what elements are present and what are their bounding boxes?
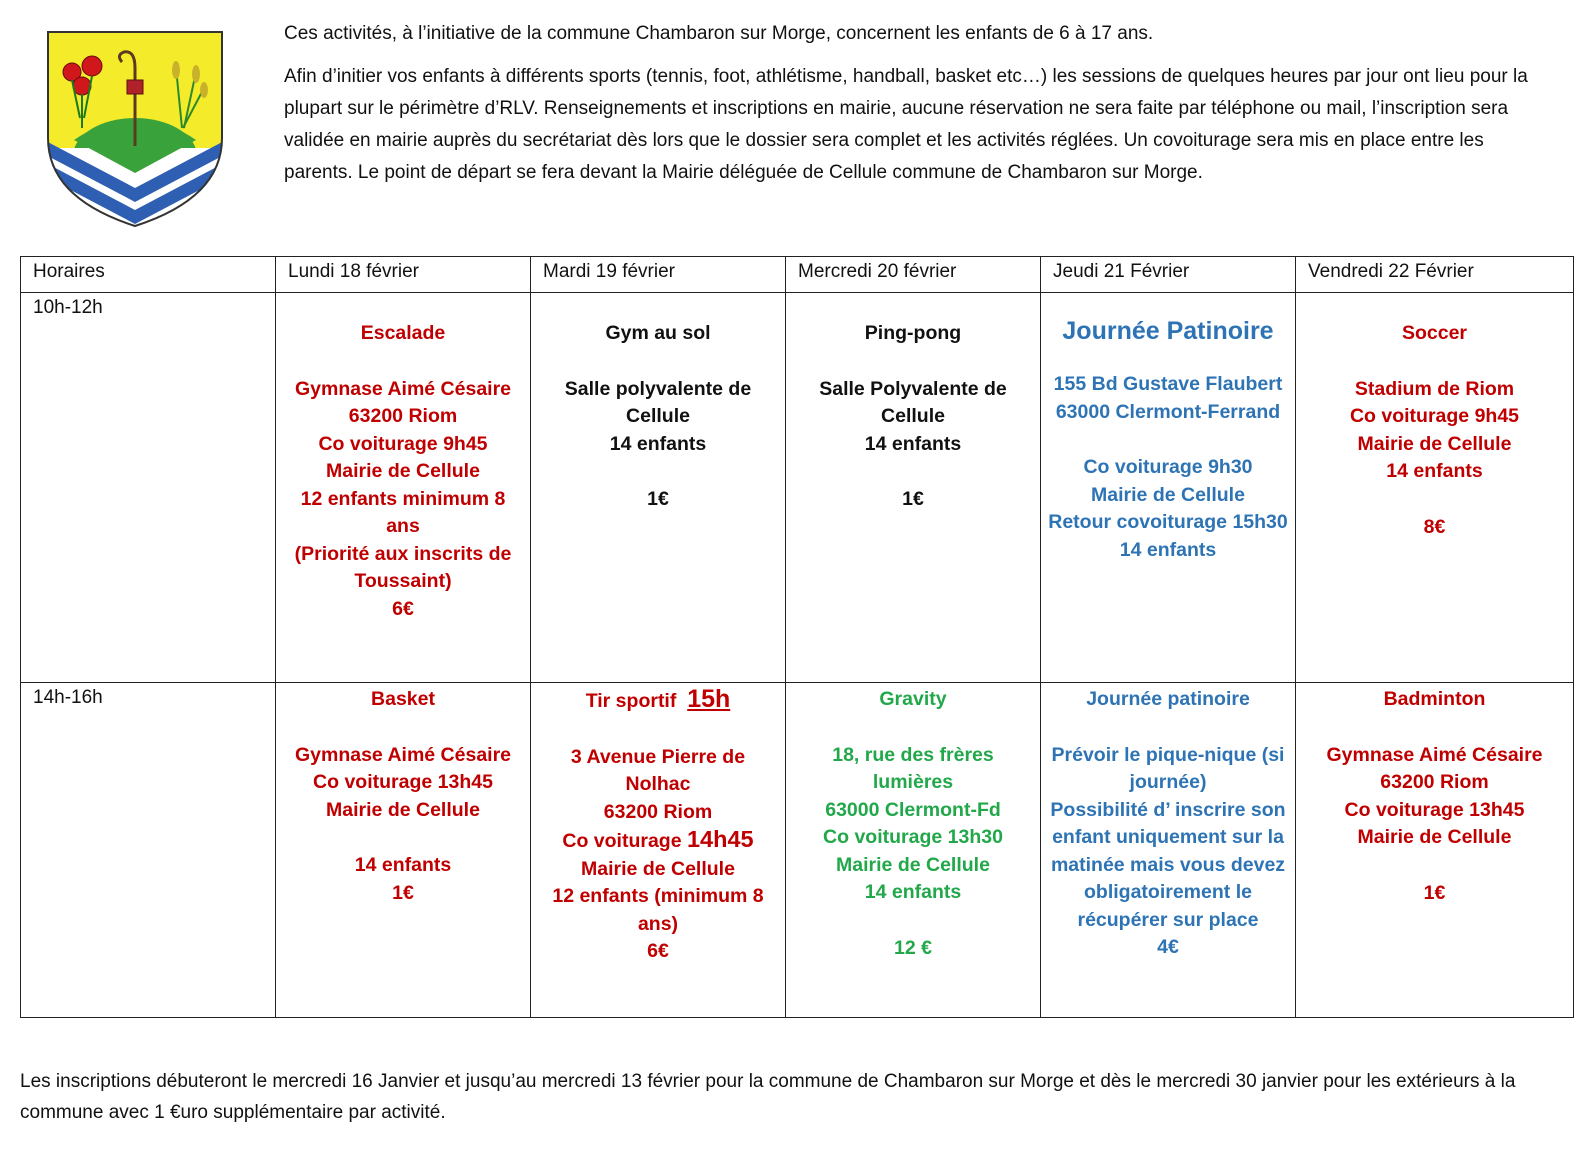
activity-title: Basket [371, 688, 435, 710]
activity-line: Gymnase Aimé Césaire [294, 743, 512, 766]
carpool-time: 14h45 [686, 826, 754, 852]
activity-line: 63000 Clermont-Fd [825, 798, 1001, 821]
activity-line: 14 enfants [864, 881, 962, 903]
activity-line: Mairie de Cellule [326, 460, 480, 482]
schedule-table [20, 256, 1574, 1018]
afternoon-time: 14h-16h [21, 683, 276, 1018]
afternoon-tuesday-cell [531, 683, 786, 1018]
activity-line: 18, rue des frères lumières [832, 743, 994, 793]
activity-line [537, 826, 779, 856]
activity-title: Gym au sol [605, 322, 711, 344]
activity-line: Gymnase Aimé Césaire [1326, 743, 1543, 766]
activity-line: Co voiturage 9h45 [318, 432, 488, 455]
activity-title: Escalade [360, 322, 446, 344]
header-friday: Vendredi 22 Février [1296, 257, 1574, 293]
activity-line: 63000 Clermont-Ferrand [1055, 400, 1281, 423]
activity-line: 63200 Riom [603, 800, 713, 823]
afternoon-row [21, 683, 1574, 1018]
activity-line: Co voiturage 13h30 [823, 826, 1003, 848]
activity-start-time: 15h [687, 685, 731, 713]
activity-title: Soccer [1401, 322, 1468, 344]
activity-price: 1€ [392, 881, 414, 904]
morning-wednesday-cell [786, 293, 1041, 683]
header-monday: Lundi 18 février [276, 257, 531, 293]
header-horaires: Horaires [21, 257, 276, 293]
afternoon-monday-cell [276, 683, 531, 1018]
activity-line: 12 enfants (minimum 8 ans) [552, 885, 764, 935]
morning-time: 10h-12h [21, 293, 276, 683]
activity-line: 12 enfants minimum 8 ans [300, 487, 506, 537]
header-row [21, 257, 1574, 293]
activity-line: 3 Avenue Pierre de Nolhac [570, 745, 746, 795]
header-thursday: Jeudi 21 Février [1041, 257, 1296, 293]
afternoon-wednesday-cell [786, 683, 1041, 1018]
coat-of-arms-logo [44, 28, 226, 228]
activity-price: 6€ [392, 597, 414, 620]
activity-line: Co voiturage 13h45 [313, 771, 493, 793]
activity-title: Tir sportif [585, 690, 677, 712]
activity-line: (Priorité aux inscrits de Toussaint) [294, 542, 512, 592]
activity-line: Possibilité d’ inscrire son enfant uniquement sur la matinée mais vous devez obligatoirement le récupérer sur place [1050, 798, 1286, 931]
activity-line: Co voiturage 13h45 [1344, 798, 1525, 821]
activity-line: 14 enfants [1119, 538, 1217, 561]
activity-line: 155 Bd Gustave Flaubert [1053, 373, 1283, 395]
activity-line: Salle polyvalente de Cellule [564, 377, 752, 427]
activity-price: 6€ [647, 940, 669, 962]
activity-line: Salle Polyvalente de Cellule [819, 377, 1007, 427]
morning-thursday-cell [1041, 293, 1296, 683]
activity-line: Co voiturage 9h45 [1349, 405, 1520, 427]
activity-line: Gymnase Aimé Césaire [294, 377, 512, 400]
intro-paragraph-2: Afin d’initier vos enfants à différents sports (tennis, foot, athlétisme, handball, basket etc…) les sessions de quelques heures par jour ont lieu pour la plupart sur le périmètre d’RLV. Renseignements et inscriptions en mairie, aucune réservation ne sera faite par téléphone ou mail, l’inscription sera validée en mairie auprès du secrétariat dès lors que le dossier sera complet et les activités réglées. Un covoiturage sera mis en place entre les parents. Le point de départ se fera devant la Mairie déléguée de Cellule commune de Chambaron sur Morge. [284, 66, 1528, 183]
activity-price: 1€ [1423, 881, 1446, 904]
carpool-label: Co voiturage [562, 830, 682, 852]
activity-line: Stadium de Riom [1354, 377, 1515, 400]
morning-row [21, 293, 1574, 683]
afternoon-thursday-cell [1041, 683, 1296, 1018]
activity-price: 1€ [902, 488, 924, 510]
activity-line: 63200 Riom [1380, 771, 1489, 793]
activity-line: Mairie de Cellule [326, 798, 480, 821]
activity-price: 1€ [647, 488, 669, 510]
activity-line: Mairie de Cellule [836, 853, 990, 876]
activity-price: 8€ [1423, 515, 1446, 538]
activity-line: Retour covoiturage 15h30 [1048, 511, 1288, 533]
activity-title: Badminton [1383, 688, 1486, 710]
afternoon-friday-cell [1296, 683, 1574, 1018]
intro-paragraph-1: Ces activités, à l’initiative de la commune Chambaron sur Morge, concernent les enfants de 6 à 17 ans. [284, 23, 1154, 44]
activity-line: Mairie de Cellule [1357, 432, 1512, 455]
activity-line: Mairie de Cellule [581, 857, 735, 880]
activity-price: 12 € [894, 936, 932, 959]
activity-line: Prévoir le pique-nique (si journée) [1051, 743, 1285, 793]
activity-line: Co voiturage 9h30 [1083, 456, 1253, 478]
header-tuesday: Mardi 19 février [531, 257, 786, 293]
activity-title: Ping-pong [864, 322, 962, 344]
morning-tuesday-cell [531, 293, 786, 683]
morning-monday-cell [276, 293, 531, 683]
activity-line: 14 enfants [354, 854, 452, 876]
morning-friday-cell [1296, 293, 1574, 683]
activity-line: 14 enfants [864, 432, 962, 455]
activity-line: 14 enfants [1386, 460, 1483, 482]
intro-text [284, 18, 1554, 200]
activity-line: Mairie de Cellule [1091, 483, 1245, 506]
footer-registration-note: Les inscriptions débuteront le mercredi 16 Janvier et jusqu’au mercredi 13 février pour la commune de Chambaron sur Morge et dès le mercredi 30 janvier pour les extérieurs à la commune avec 1 €uro supplémentaire par activité. [20, 1071, 1516, 1123]
header-wednesday: Mercredi 20 février [786, 257, 1041, 293]
activity-title: Journée Patinoire [1062, 317, 1274, 345]
activity-line: Mairie de Cellule [1357, 826, 1512, 848]
activity-title: Journée patinoire [1086, 688, 1250, 710]
activity-price: 4€ [1157, 936, 1179, 958]
activity-line: 63200 Riom [348, 405, 458, 427]
activity-title: Gravity [879, 688, 947, 710]
activity-line: 14 enfants [609, 432, 707, 455]
activity-title-row [537, 686, 779, 716]
